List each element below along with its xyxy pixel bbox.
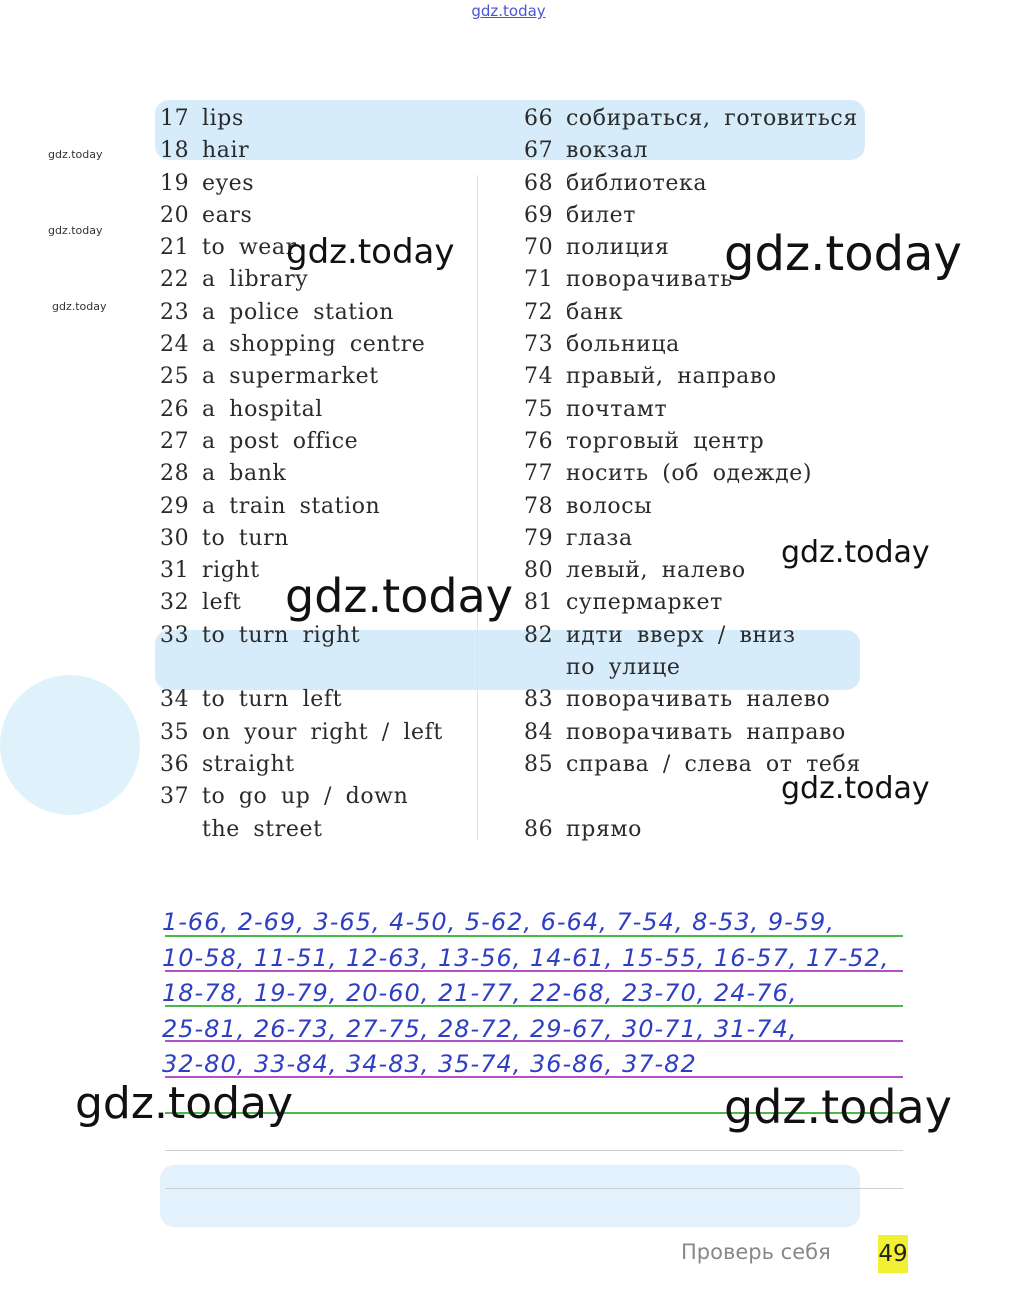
blurred-circle <box>0 675 140 815</box>
item-text: справа / слева от тебя <box>566 751 861 777</box>
item-text: to turn <box>202 525 289 551</box>
word-list-item <box>160 297 443 329</box>
word-list-item <box>524 168 861 200</box>
item-number: 29 <box>160 493 190 519</box>
blurred-watermark-band <box>160 1165 860 1227</box>
answer-line: 18-78, 19-79, 20-60, 21-77, 22-68, 23-70, 24-76, <box>162 979 798 1007</box>
item-text: торговый центр <box>566 428 765 454</box>
column-divider <box>477 175 478 840</box>
word-list-item <box>160 458 443 490</box>
item-text: right <box>202 558 260 584</box>
word-list-item <box>524 684 861 716</box>
item-text: правый, направо <box>566 364 777 390</box>
item-text: идти вверх / вниз <box>566 622 796 648</box>
item-number: 79 <box>524 525 554 551</box>
item-number: 66 <box>524 106 554 131</box>
item-text: банк <box>566 299 624 325</box>
item-text: eyes <box>202 170 255 196</box>
item-text: по улице <box>566 655 681 681</box>
item-text: поворачивать направо <box>566 719 846 745</box>
english-word-list <box>160 103 443 846</box>
word-list-item <box>160 329 443 361</box>
item-text: глаза <box>566 525 633 551</box>
item-number: 23 <box>160 299 190 325</box>
word-list-item <box>160 717 443 749</box>
item-number: 28 <box>160 461 190 487</box>
item-number: 74 <box>524 364 554 390</box>
side-watermark: gdz.today <box>52 300 107 313</box>
item-text: to wear <box>202 235 297 261</box>
word-list-item <box>524 329 861 361</box>
side-watermark: gdz.today <box>48 148 103 161</box>
answer-line: 10-58, 11-51, 12-63, 13-56, 14-61, 15-55, 16-57, 17-52, <box>162 943 890 972</box>
item-text: a police station <box>202 299 394 325</box>
watermark: gdz.today <box>285 569 513 623</box>
item-number: 86 <box>524 816 554 842</box>
word-list-item <box>160 426 443 458</box>
item-number: 82 <box>524 622 554 648</box>
word-list-item <box>160 361 443 393</box>
item-text: left <box>202 590 242 616</box>
item-number: 21 <box>160 235 190 261</box>
item-number: 25 <box>160 364 190 390</box>
watermark: gdz.today <box>781 771 930 806</box>
word-list-item <box>524 135 861 167</box>
watermark: gdz.today <box>724 226 962 282</box>
word-list-item <box>524 652 861 684</box>
item-number: 80 <box>524 558 554 584</box>
watermark: gdz.today <box>75 1078 294 1129</box>
item-text: a train station <box>202 493 381 519</box>
item-text: вокзал <box>566 138 649 164</box>
item-number: 67 <box>524 138 554 164</box>
watermark: gdz.today <box>781 535 930 570</box>
item-text: the street <box>202 816 323 842</box>
watermark: gdz.today <box>286 232 455 272</box>
item-text: on your right / left <box>202 719 443 745</box>
item-number: 83 <box>524 687 554 713</box>
item-text: библиотека <box>566 170 708 196</box>
item-number: 73 <box>524 332 554 358</box>
ruled-line <box>165 1150 903 1151</box>
item-text: a bank <box>202 461 287 487</box>
item-number: 71 <box>524 267 554 293</box>
item-text: поворачивать <box>566 267 733 293</box>
item-number: 68 <box>524 170 554 196</box>
word-list-item <box>160 200 443 232</box>
word-list-item <box>524 297 861 329</box>
word-list-item <box>160 749 443 781</box>
item-number: 20 <box>160 202 190 228</box>
ruled-line <box>165 1188 903 1189</box>
word-list-item <box>524 620 861 652</box>
item-text: a supermarket <box>202 364 379 390</box>
item-text: straight <box>202 751 295 777</box>
word-list-item <box>160 394 443 426</box>
word-list-item <box>160 781 443 813</box>
word-list-item <box>524 587 861 619</box>
word-list-item <box>160 620 443 652</box>
item-number: 32 <box>160 590 190 616</box>
answer-line: 25-81, 26-73, 27-75, 28-72, 29-67, 30-71, 31-74, <box>162 1014 798 1043</box>
item-number: 72 <box>524 299 554 325</box>
item-number: 17 <box>160 106 190 131</box>
item-number: 78 <box>524 493 554 519</box>
item-text: hair <box>202 138 250 164</box>
item-number: 24 <box>160 332 190 358</box>
item-text: прямо <box>566 816 642 842</box>
handwritten-answers <box>162 905 942 1083</box>
word-list-item <box>524 361 861 393</box>
word-list-item <box>160 684 443 716</box>
answer-line: 1-66, 2-69, 3-65, 4-50, 5-62, 6-64, 7-54, 8-53, 9-59, <box>162 908 835 936</box>
item-number: 30 <box>160 525 190 551</box>
word-list-item <box>160 652 443 684</box>
item-text: a post office <box>202 428 359 454</box>
item-text: поворачивать налево <box>566 687 831 713</box>
word-list-item <box>160 135 443 167</box>
item-number: 77 <box>524 461 554 487</box>
item-number: 70 <box>524 235 554 261</box>
item-text: волосы <box>566 493 653 519</box>
item-text: носить (об одежде) <box>566 461 813 487</box>
watermark: gdz.today <box>724 1080 952 1134</box>
word-list-item <box>160 814 443 846</box>
item-number: 69 <box>524 202 554 228</box>
item-text: полиция <box>566 235 670 261</box>
item-text: супермаркет <box>566 590 723 616</box>
word-list-item <box>524 426 861 458</box>
item-number: 36 <box>160 751 190 777</box>
top-watermark: gdz.today <box>471 2 546 20</box>
item-text: ears <box>202 202 253 228</box>
item-number: 26 <box>160 396 190 422</box>
item-text: to turn right <box>202 622 361 648</box>
word-list-item <box>524 814 861 846</box>
side-watermark: gdz.today <box>48 224 103 237</box>
russian-word-list <box>524 103 861 846</box>
word-list-item <box>524 491 861 523</box>
item-number: 34 <box>160 687 190 713</box>
item-number: 76 <box>524 428 554 454</box>
item-text: a shopping centre <box>202 332 426 358</box>
item-number: 31 <box>160 558 190 584</box>
item-number: 19 <box>160 170 190 196</box>
item-text: почтамт <box>566 396 668 422</box>
item-text: a hospital <box>202 396 323 422</box>
item-text: lips <box>202 106 244 131</box>
page-number: 49 <box>878 1235 908 1273</box>
item-text: to go up / down <box>202 784 409 810</box>
word-list-item <box>160 491 443 523</box>
word-list-item <box>524 103 861 135</box>
word-list-item <box>160 523 443 555</box>
word-list-item <box>160 168 443 200</box>
word-list-item <box>160 103 443 135</box>
word-list-item <box>524 458 861 490</box>
word-list-item <box>524 394 861 426</box>
item-number: 33 <box>160 622 190 648</box>
word-list-item <box>524 717 861 749</box>
item-number: 75 <box>524 396 554 422</box>
item-text: собираться, готовиться <box>566 106 858 131</box>
answer-line: 32-80, 33-84, 34-83, 35-74, 36-86, 37-82 <box>162 1050 697 1078</box>
item-text: билет <box>566 202 637 228</box>
item-number: 81 <box>524 590 554 616</box>
item-number: 18 <box>160 138 190 164</box>
item-number: 85 <box>524 751 554 777</box>
item-number: 84 <box>524 719 554 745</box>
item-number: 35 <box>160 719 190 745</box>
item-text: to turn left <box>202 687 343 713</box>
item-text: больница <box>566 332 680 358</box>
item-text: левый, налево <box>566 558 746 584</box>
footer-section-title: Проверь себя <box>681 1240 831 1264</box>
item-number: 22 <box>160 267 190 293</box>
item-number: 37 <box>160 784 190 810</box>
item-text: a library <box>202 267 309 293</box>
item-number: 27 <box>160 428 190 454</box>
